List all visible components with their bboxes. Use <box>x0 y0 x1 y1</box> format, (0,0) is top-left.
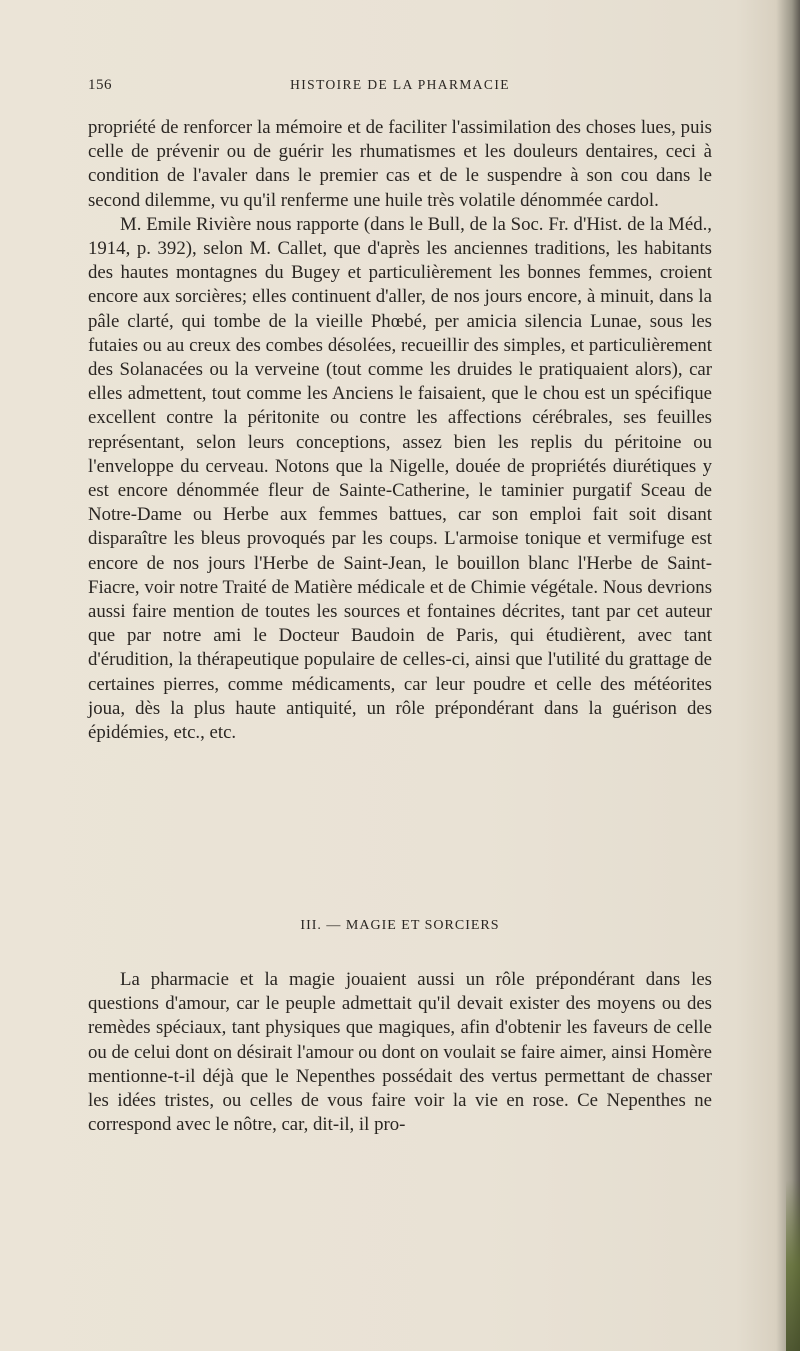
paragraph: propriété de renforcer la mémoire et de faciliter l'assimilation des choses lues, puis celle de prévenir ou de guérir les rhumatismes et les douleurs dentaires, ceci à condition de l'avaler dans le premier cas et de le suspendre à son cou dans le second dilemme, vu qu'il renferme une huile très volatile dénommée cardol. <box>88 117 712 211</box>
page-edge-stain <box>786 1180 800 1351</box>
running-head: HISTOIRE DE LA PHARMACIE <box>290 77 510 92</box>
paragraph: La pharmacie et la magie jouaient aussi un rôle prépondérant dans les questions d'amour, car le peuple admettait qu'il devait exister des moyens ou des remèdes spéciaux, tant physiques que magiques, afin d'obtenir les faveurs de celle ou de celui dont on désirait l'amour ou dont on voulait se faire aimer, ainsi Homère mentionne-t-il déjà que le Nepenthes possédait des vertus permettant de chasser les idées tristes, ou celles de vous faire voir la vie en rose. Ce Nepenthes ne correspond avec le nôtre, car, dit-il, il pro- <box>88 969 712 1136</box>
page-header <box>88 77 712 99</box>
body-text-section <box>88 968 712 1137</box>
paragraph: M. Emile Rivière nous rapporte (dans le Bull, de la Soc. Fr. d'Hist. de la Méd., 1914, p. 392), selon M. Callet, que d'après les anciennes traditions, les habitants des hautes montagnes du Bugey et particulièrement les bonnes femmes, croient encore aux sorcières; elles continuent d'aller, de nos jours encore, à minuit, dans la pâle clarté, qui tombe de la vieille Phœbé, per amicia silencia Lunae, sous les futaies ou au creux des combes désolées, recueillir des simples, et particulièrement des Solanacées ou la verveine (tout comme les druides le pratiquaient alors), car elles admettent, tout comme les Anciens le faisaient, que le chou est un spécifique excellent contre la péritonite ou contre les affections cérébrales, ses feuilles représentant, selon leurs conceptions, assez bien les replis du péritoine ou l'enveloppe du cerveau. Notons que la Nigelle, douée de propriétés diurétiques y est encore dénommée fleur de Sainte-Catherine, le taminier purgatif Sceau de Notre-Dame ou Herbe aux femmes battues, car son emploi fait soit disant disparaître les bleus provoqués par les coups. L'armoise tonique et vermifuge est encore de nos jours l'Herbe de Saint-Jean, le bouillon blanc l'Herbe de Saint-Fiacre, voir notre Traité de Matière médicale et de Chimie végétale. Nous devrions aussi faire mention de toutes les sources et fontaines décrites, tant par cet auteur que par notre ami le Docteur Baudoin de Paris, qui étudièrent, avec tant d'érudition, la thérapeutique populaire de celles-ci, ainsi que l'utilité du grattage de certaines pierres, comme médicaments, car leur poudre et celle des météorites joua, dès la plus haute antiquité, un rôle prépondérant dans la guérison des épidémies, etc., etc. <box>88 213 712 744</box>
page-number: 156 <box>88 77 112 93</box>
section-heading: III. — MAGIE ET SORCIERS <box>300 918 500 933</box>
body-text <box>88 116 712 745</box>
